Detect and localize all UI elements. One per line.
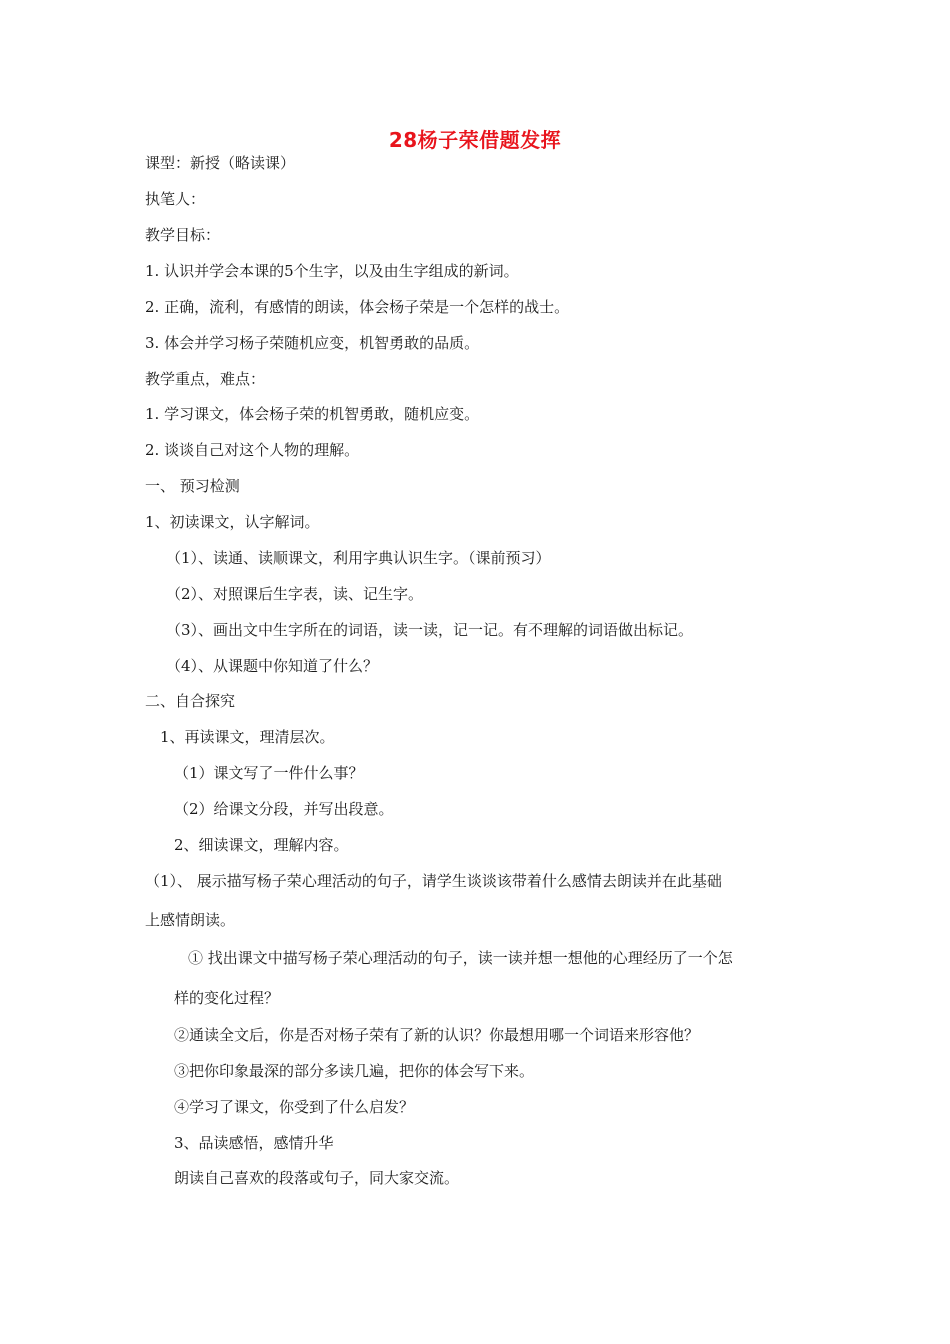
text-line: 3、品读感悟，感情升华 bbox=[174, 1134, 334, 1152]
text-line: 教学目标： bbox=[145, 226, 221, 244]
text-line: （4）、从课题中你知道了什么？ bbox=[166, 657, 379, 675]
text-line: 课型：新授（略读课） bbox=[145, 154, 296, 172]
text-line: 3. 体会并学习杨子荣随机应变，机智勇敢的品质。 bbox=[145, 334, 480, 352]
text-line: 1. 认识并学会本课的5个生字，以及由生字组成的新词。 bbox=[145, 262, 519, 280]
text-line: （3）、画出文中生字所在的词语，读一读，记一记。有不理解的词语做出标记。 bbox=[166, 621, 694, 639]
text-line: 样的变化过程？ bbox=[174, 989, 280, 1007]
text-line: ③把你印象最深的部分多读几遍，把你的体会写下来。 bbox=[174, 1062, 535, 1080]
text-line: 一、 预习检测 bbox=[145, 477, 240, 495]
text-line: 朗读自己喜欢的段落或句子，同大家交流。 bbox=[174, 1169, 460, 1187]
text-line: 2. 正确，流利，有感情的朗读，体会杨子荣是一个怎样的战士。 bbox=[145, 298, 570, 316]
text-line: 2. 谈谈自己对这个人物的理解。 bbox=[145, 441, 360, 459]
text-line: 2、细读课文，理解内容。 bbox=[174, 836, 349, 854]
text-line: ① 找出课文中描写杨子荣心理活动的句子，读一读并想一想他的心理经历了一个怎 bbox=[188, 949, 733, 967]
text-line: （2）、对照课后生字表，读、记生字。 bbox=[166, 585, 424, 603]
text-line: （1）课文写了一件什么事？ bbox=[174, 764, 364, 782]
text-line: （1）、 展示描写杨子荣心理活动的句子，请学生谈谈该带着什么感情去朗读并在此基础 bbox=[145, 872, 722, 890]
text-line: 上感情朗读。 bbox=[145, 911, 236, 929]
text-line: ④学习了课文，你受到了什么启发？ bbox=[174, 1098, 415, 1116]
text-line: 教学重点，难点： bbox=[145, 370, 266, 388]
text-line: （2）给课文分段，并写出段意。 bbox=[174, 800, 394, 818]
document-title: 28杨子荣借题发挥 bbox=[388, 128, 562, 152]
text-line: 二、自合探究 bbox=[145, 692, 236, 710]
text-line: ②通读全文后，你是否对杨子荣有了新的认识？你最想用哪一个词语来形容他？ bbox=[174, 1026, 700, 1044]
text-line: 1、再读课文，理清层次。 bbox=[160, 728, 335, 746]
text-line: 1. 学习课文，体会杨子荣的机智勇敢，随机应变。 bbox=[145, 405, 480, 423]
text-line: 执笔人： bbox=[145, 190, 206, 208]
text-line: 1、初读课文，认字解词。 bbox=[145, 513, 320, 531]
text-line: （1）、读通、读顺课文，利用字典认识生字。（课前预习） bbox=[166, 549, 551, 567]
